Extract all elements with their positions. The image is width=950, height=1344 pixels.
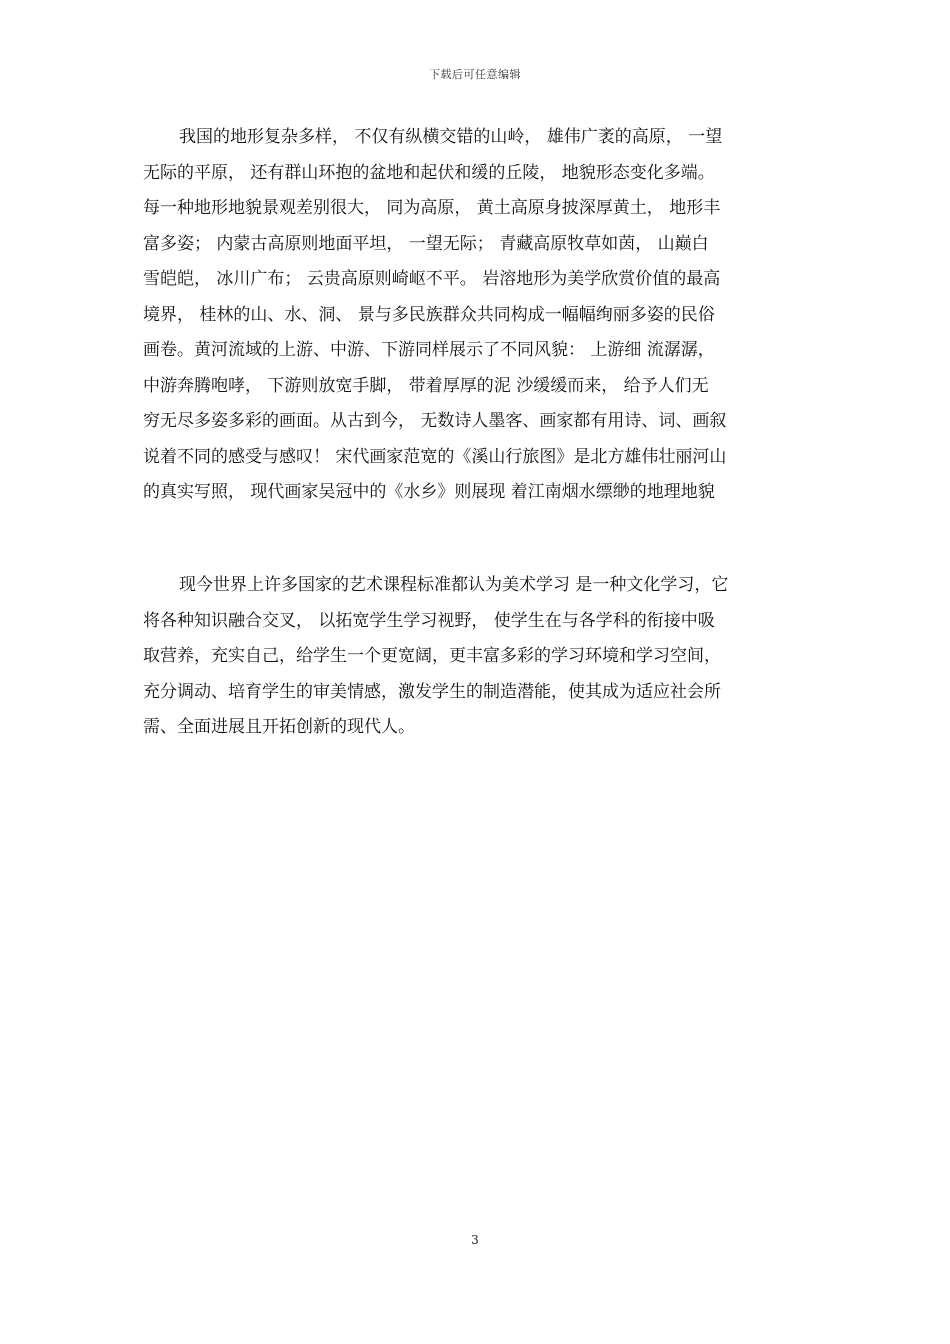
paragraph-line: 境界， 桂林的山、水、洞、 景与多民族群众共同构成一幅幅绚丽多姿的民俗 bbox=[143, 304, 715, 325]
paragraph-line: 说着不同的感受与感叹！ 宋代画家范宽的《溪山行旅图》是北方雄伟壮丽河山 bbox=[143, 446, 727, 467]
page-number: 3 bbox=[471, 1233, 479, 1247]
paragraph-line: 画卷。黄河流域的上游、中游、下游同样展示了不同风貌： 上游细 流潺潺， bbox=[143, 340, 715, 360]
paragraph-line: 雪皑皑， 冰川广布； 云贵高原则崎岖不平。 岩溶地形为美学欣赏价值的最高 bbox=[143, 269, 721, 289]
paragraph-line: 中游奔腾咆哮， 下游则放宽手脚， 带着厚厚的泥 沙缓缓而来， 给予人们无 bbox=[143, 375, 709, 396]
paragraph-art-curriculum bbox=[143, 568, 808, 746]
paragraph-line: 将各种知识融合交叉， 以拓宽学生学习视野， 使学生在与各学科的衔接中吸 bbox=[143, 610, 715, 631]
paragraph-line: 充分调动、培育学生的审美情感，激发学生的制造潜能，使其成为适应社会所 bbox=[143, 681, 721, 702]
paragraph-line: 富多姿； 内蒙古高原则地面平坦， 一望无际； 青藏高原牧草如茵， 山巅白 bbox=[143, 233, 709, 254]
paragraph-line: 穷无尽多姿多彩的画面。从古到今， 无数诗人墨客、画家都有用诗、词、画叙 bbox=[143, 411, 727, 431]
paragraph-line: 现今世界上许多国家的艺术课程标准都认为美术学习 是一种文化学习，它 bbox=[179, 575, 729, 595]
paragraph-line: 每一种地形地貌景观差别很大， 同为高原， 黄土高原身披深厚黄土， 地形丰 bbox=[143, 198, 721, 218]
paragraph-line: 我国的地形复杂多样， 不仅有纵横交错的山岭， 雄伟广袤的高原， 一望 bbox=[179, 127, 723, 147]
page-header: 下载后可任意编辑 bbox=[429, 68, 521, 81]
paragraph-line: 需、全面进展且开拓创新的现代人。 bbox=[143, 717, 415, 737]
paragraph-terrain bbox=[143, 120, 808, 511]
paragraph-line: 的真实写照， 现代画家吴冠中的《水乡》则展现 着江南烟水缥缈的地理地貌 bbox=[143, 482, 715, 502]
paragraph-line: 取营养，充实自己，给学生一个更宽阔，更丰富多彩的学习环境和学习空间， bbox=[143, 646, 721, 666]
paragraph-line: 无际的平原， 还有群山环抱的盆地和起伏和缓的丘陵， 地貌形态变化多端。 bbox=[143, 162, 715, 183]
